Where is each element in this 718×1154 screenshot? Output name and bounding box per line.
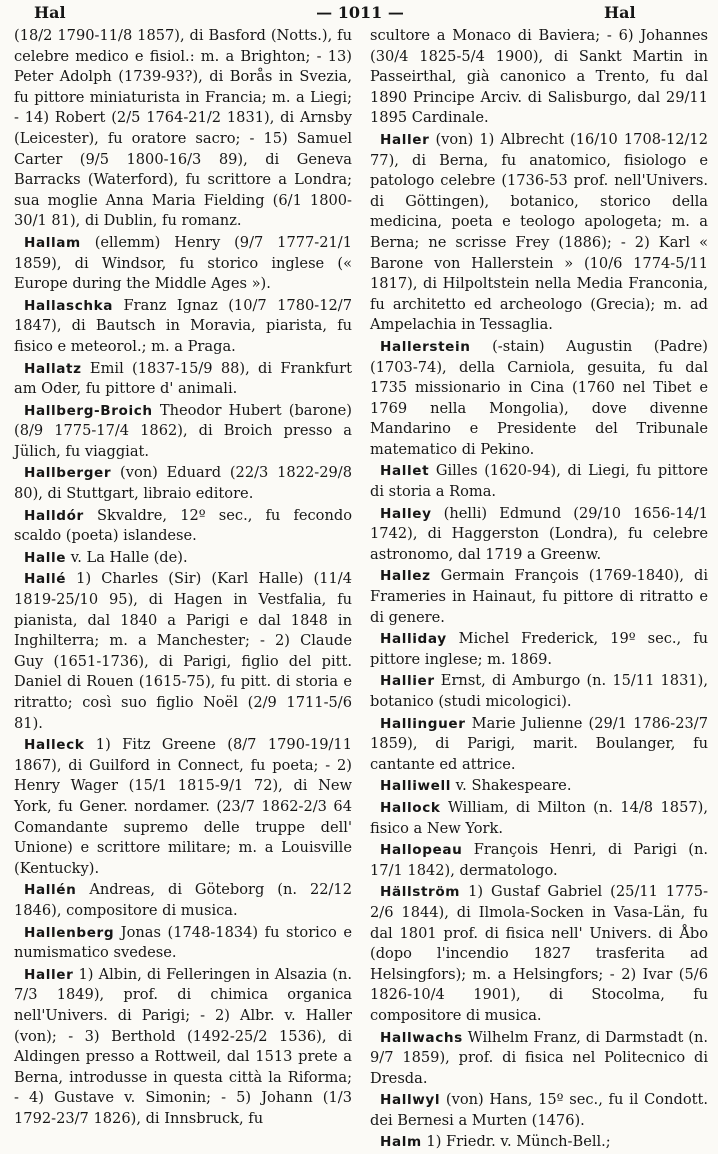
dictionary-entry (14, 506, 352, 547)
dictionary-entry (14, 401, 352, 463)
dictionary-entry (370, 337, 708, 461)
dictionary-entry (14, 548, 352, 569)
page-number: — 1011 — (316, 3, 404, 22)
entry-text: Germain François (1769-1840), di Frameries in Hainaut, fu pittore di ritratto e di genere. (370, 567, 708, 626)
entry-headword: Hallier (380, 673, 435, 690)
entry-continuation: (18/2 1790-11/8 1857), di Basford (Notts.), fu celebre medico e fisiol.: m. a Brighton; - 13) Peter Adolph (1739-93?), di Borås in Svezia, fu pittore miniaturista in Francia; m. a Liegi; - 14) Robert (2/5 1764-21/2 1831), di Arnsby (Leicester), fu oratore sacro; - 15) Samuel Carter (9/5 1800-16/3 89), di Geneva Barracks (Waterford), fu scrittore a Londra; sua moglie Anna Maria Fielding (6/1 1800-30/1 81), di Dublin, fu romanz. (14, 27, 352, 230)
dictionary-entry (370, 629, 708, 670)
entry-text: Skvaldre, 12º sec., fu fecondo scaldo (poeta) islandese. (14, 506, 352, 545)
entry-headword: Hallberg-Broich (24, 402, 153, 419)
entry-text: 1) Gustaf Gabriel (25/11 1775-2/6 1844), di Ilmola-Socken in Vasa-Län, fu dal 1801 prof. di fisica nell' Univers. di Åbo (dopo l'incendio 1827 trasferita ad Helsingfors); m. a Helsingfors; - 2) Ivar (5/6 1826-10/4 1901), di Stocolma, fu compositore di musica. (370, 883, 708, 1024)
entry-text: Emil (1837-15/9 88), di Frankfurt am Oder, fu pittore d' animali. (14, 359, 352, 398)
entry-text: (von) 1) Albrecht (16/10 1708-12/12 77), di Berna, fu anatomico, fisiologo e patologo celebre (1736-53 prof. nell'Univers. di Göttingen), botanico, storico della medicina, poeta e teologo apologeta; m. a Berna; ne scrisse Frey (1886); - 2) Karl « Barone von Hallerstein » (10/6 1774-5/11 1817), di Hilpoltstein nella Media Franconia, fu architetto ed archeologo (Grecia); m. ad Ampelachia in Tessaglia. (370, 130, 708, 334)
entry-headword: Hallén (24, 882, 77, 899)
dictionary-entry (14, 965, 352, 1130)
entry-text: Wilhelm Franz, di Darmstadt (n. 9/7 1859), prof. di fisica nel Politecnico di Dresda. (370, 1028, 708, 1087)
entry-headword: Halle (24, 549, 67, 566)
entry-text: v. Shakespeare. (451, 777, 572, 795)
dictionary-entry (14, 463, 352, 504)
entry-headword: Hallinguer (380, 715, 466, 732)
header-right-word: Hal (604, 3, 636, 22)
dictionary-entry (370, 882, 708, 1026)
header-left-word: Hal (34, 3, 66, 22)
entry-headword: Hallaschka (24, 297, 114, 314)
dictionary-entry (370, 566, 708, 628)
dictionary-entry (14, 26, 352, 232)
entry-headword: Halleck (24, 737, 85, 754)
dictionary-entry (370, 1132, 708, 1153)
dictionary-entry (370, 671, 708, 712)
page-header (0, 0, 718, 24)
entry-headword: Hallberger (24, 465, 112, 482)
entry-text: (helli) Edmund (29/10 1656-14/1 1742), di Haggerston (Londra), fu celebre astronomo, dal 1719 a Greenw. (370, 504, 708, 563)
entry-headword: Hallam (24, 234, 81, 251)
dictionary-entry (14, 359, 352, 400)
entry-headword: Hallez (380, 568, 431, 585)
entry-text: Andreas, di Göteborg (n. 22/12 1846), compositore di musica. (14, 881, 352, 919)
entry-headword: Hallock (380, 799, 441, 816)
entry-text: 1) Fitz Greene (8/7 1790-19/11 1867), di Guilford in Connect, fu poeta; - 2) Henry Wager (15/1 1815-9/1 72), di New York, fu Gener. nordamer. (23/7 1862-2/3 64 Comandante supremo delle truppe dell' Unione) e scrittore militare; m. a Louisville (Kentucky). (14, 736, 352, 877)
entry-text: William, di Milton (n. 14/8 1857), fisico a New York. (370, 798, 708, 837)
left-column (14, 26, 352, 1130)
entry-text: v. La Halle (de). (66, 548, 188, 566)
dictionary-entry (370, 776, 708, 797)
dictionary-entry (14, 735, 352, 879)
entry-text: Marie Julienne (29/1 1786-23/7 1859), di Parigi, marit. Boulanger, fu cantante ed attrice. (370, 714, 708, 773)
dictionary-entry (370, 130, 708, 336)
entry-text: 1) Albin, di Felleringen in Alsazia (n. 7/3 1849), prof. di chimica organica nell'Univers. di Parigi; - 2) Albr. v. Haller (von); - 3) Berthold (1492-25/2 1536), di Aldingen presso a Rottweil, dal 1513 prete a Berna, introdusse in questa città la Riforma; - 4) Gustave v. Simonin; - 5) Johann (1/3 1792-23/7 1826), di Innsbruck, fu (14, 965, 352, 1127)
entry-headword: Halliwell (380, 778, 452, 795)
entry-text: 1) Friedr. v. Münch-Bell.; (421, 1133, 611, 1151)
dictionary-entry (370, 840, 708, 881)
entry-headword: Hällström (380, 884, 461, 901)
entry-headword: Hallet (380, 463, 430, 480)
entry-headword: Haller (24, 966, 74, 983)
entry-headword: Halldór (24, 507, 84, 524)
entry-headword: Hallwyl (380, 1092, 441, 1109)
dictionary-entry (14, 233, 352, 295)
entry-headword: Haller (380, 131, 430, 148)
right-column (370, 26, 708, 1154)
entry-text: François Henri, di Parigi (n. 17/1 1842), dermatologo. (370, 841, 708, 879)
entry-text: Gilles (1620-94), di Liegi, fu pittore di storia a Roma. (370, 462, 708, 501)
dictionary-entry (370, 714, 708, 776)
dictionary-entry (370, 1028, 708, 1090)
entry-headword: Halliday (380, 631, 447, 648)
dictionary-entry (370, 1090, 708, 1131)
entry-headword: Hallenberg (24, 924, 115, 941)
entry-text: (-stain) Augustin (Padre) (1703-74), della Carniola, gesuita, fu dal 1735 missionario in Cina (1760 nel Tibet e 1769 nella Mongolia), dove divenne Mandarino e Presidente del Tribunale matematico di Pekino. (370, 337, 708, 458)
entry-headword: Halm (380, 1134, 422, 1151)
entry-text: (von) Eduard (22/3 1822-29/8 80), di Stuttgart, libraio editore. (14, 464, 352, 503)
entry-text: Theodor Hubert (barone) (8/9 1775-17/4 1862), di Broich presso a Jülich, fu viaggiat. (14, 401, 352, 460)
entry-headword: Hallwachs (380, 1029, 463, 1046)
dictionary-entry (370, 798, 708, 839)
dictionary-entry (370, 504, 708, 566)
entry-headword: Hallopeau (380, 842, 463, 859)
entry-text: Ernst, di Amburgo (n. 15/11 1831), botanico (studi micologici). (370, 672, 708, 710)
entry-text: Franz Ignaz (10/7 1780-12/7 1847), di Bautsch in Moravia, piarista, fu fisico e meteorol.; m. a Praga. (14, 296, 352, 355)
dictionary-entry (370, 461, 708, 502)
entry-headword: Halley (380, 505, 432, 522)
entry-headword: Hallé (24, 571, 67, 588)
dictionary-entry (14, 880, 352, 921)
entry-text: Michel Frederick, 19º sec., fu pittore inglese; m. 1869. (370, 630, 708, 668)
dictionary-entry (14, 569, 352, 734)
entry-text: (von) Hans, 15º sec., fu il Condott. dei Bernesi a Murten (1476). (370, 1091, 708, 1129)
entry-text: Jonas (1748-1834) fu storico e numismatico svedese. (14, 923, 352, 962)
entry-text: (ellemm) Henry (9/7 1777-21/1 1859), di Windsor, fu storico inglese (« Europe during the Middle Ages »). (14, 233, 352, 293)
entry-headword: Hallatz (24, 360, 82, 377)
entry-continuation: scultore a Monaco di Baviera; - 6) Johannes (30/4 1825-5/4 1900), di Sankt Martin in Passeirthal, già canonico a Trento, fu dal 1890 Principe Arciv. di Salisburgo, dal 29/11 1895 Cardinale. (370, 27, 708, 127)
entry-text: 1) Charles (Sir) (Karl Halle) (11/4 1819-25/10 95), di Hagen in Vestfalia, fu pianista, dal 1840 a Parigi e dal 1848 in Inghilterra; m. a Manchester; - 2) Claude Guy (1651-1736), di Parigi, figlio del pitt. Daniel di Rouen (1615-75), fu pitt. di storia e ritratto; così suo figlio Noël (2/9 1711-5/6 81). (14, 570, 352, 732)
entry-headword: Hallerstein (380, 338, 471, 355)
dictionary-entry (370, 26, 708, 129)
dictionary-entry (14, 296, 352, 358)
dictionary-entry (14, 923, 352, 964)
